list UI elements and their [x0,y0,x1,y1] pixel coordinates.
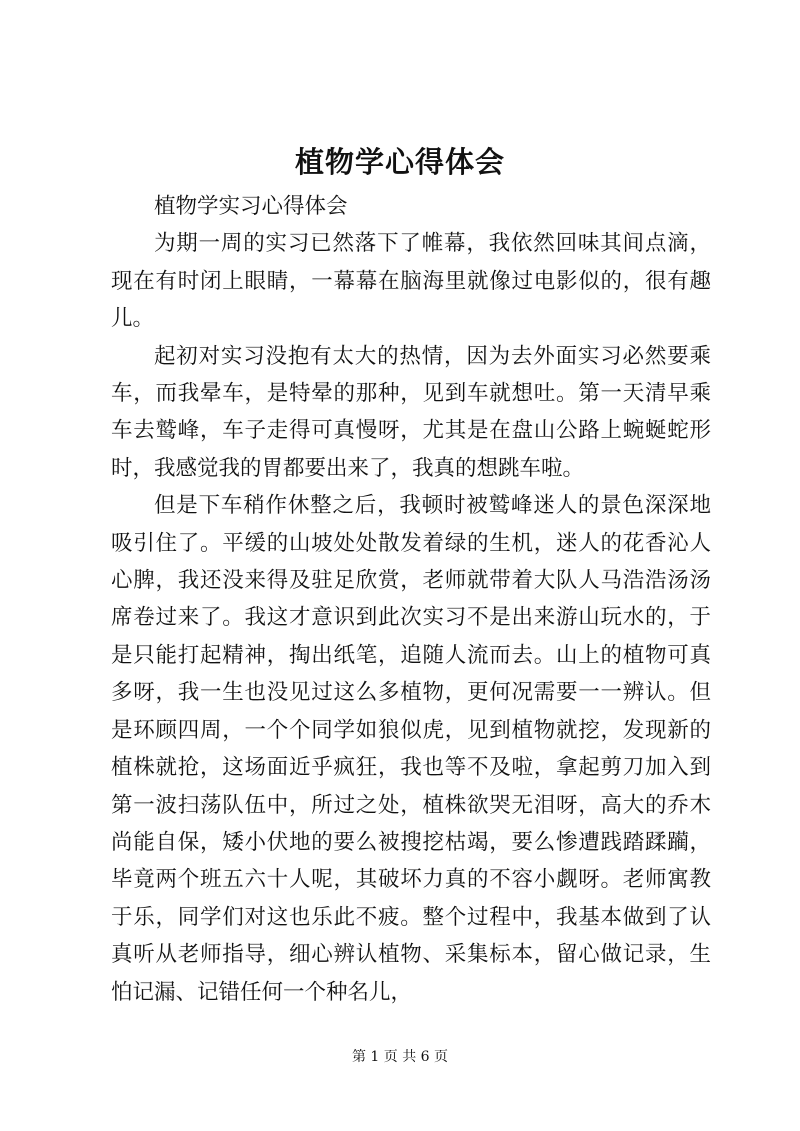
page-footer: 第 1 页 共 6 页 [351,1049,449,1065]
page-title: 植物学心得体会 [294,145,505,179]
paragraph: 但是下车稍作休整之后，我顿时被鹫峰迷人的景色深深地吸引住了。平缓的山坡处处散发着绿的生机，迷人的花香沁人心脾，我还没来得及驻足欣赏，老师就带着大队人马浩浩汤汤席卷过来了。我这才意识到此次实习不是出来游山玩水的，于是只能打起精神，掏出纸笔，追随人流而去。山上的植物可真多呀，我一生也没见过这么多植物，更何况需要一一辨认。但是环顾四周，一个个同学如狼似虎，见到植物就挖，发现新的植株就抢，这场面近乎疯狂，我也等不及啦，拿起剪刀加入到第一波扫荡队伍中，所过之处，植株欲哭无泪呀，高大的乔木尚能自保，矮小伏地的要么被搜挖枯竭，要么惨遭践踏蹂躏，毕竟两个班五六十人呢，其破坏力真的不容小觑呀。老师寓教于乐，同学们对这也乐此不疲。整个过程中，我基本做到了认真听从老师指导，细心辨认植物、采集标本，留心做记录，生怕记漏、记错任何一个种名儿， [111,493,711,1005]
paragraph: 起初对实习没抱有太大的热情，因为去外面实习必然要乘车，而我晕车，是特晕的那种，见到车就想吐。第一天清早乘车去鹫峰，车子走得可真慢呀，尤其是在盘山公路上蜿蜒蛇形时，我感觉我的胃都要出来了，我真的想跳车啦。 [111,343,711,481]
paragraph: 为期一周的实习已然落下了帷幕，我依然回味其间点滴，现在有时闭上眼睛，一幕幕在脑海里就像过电影似的，很有趣儿。 [111,231,711,332]
subtitle-paragraph: 植物学实习心得体会 [154,194,348,219]
document-body [111,188,711,1011]
